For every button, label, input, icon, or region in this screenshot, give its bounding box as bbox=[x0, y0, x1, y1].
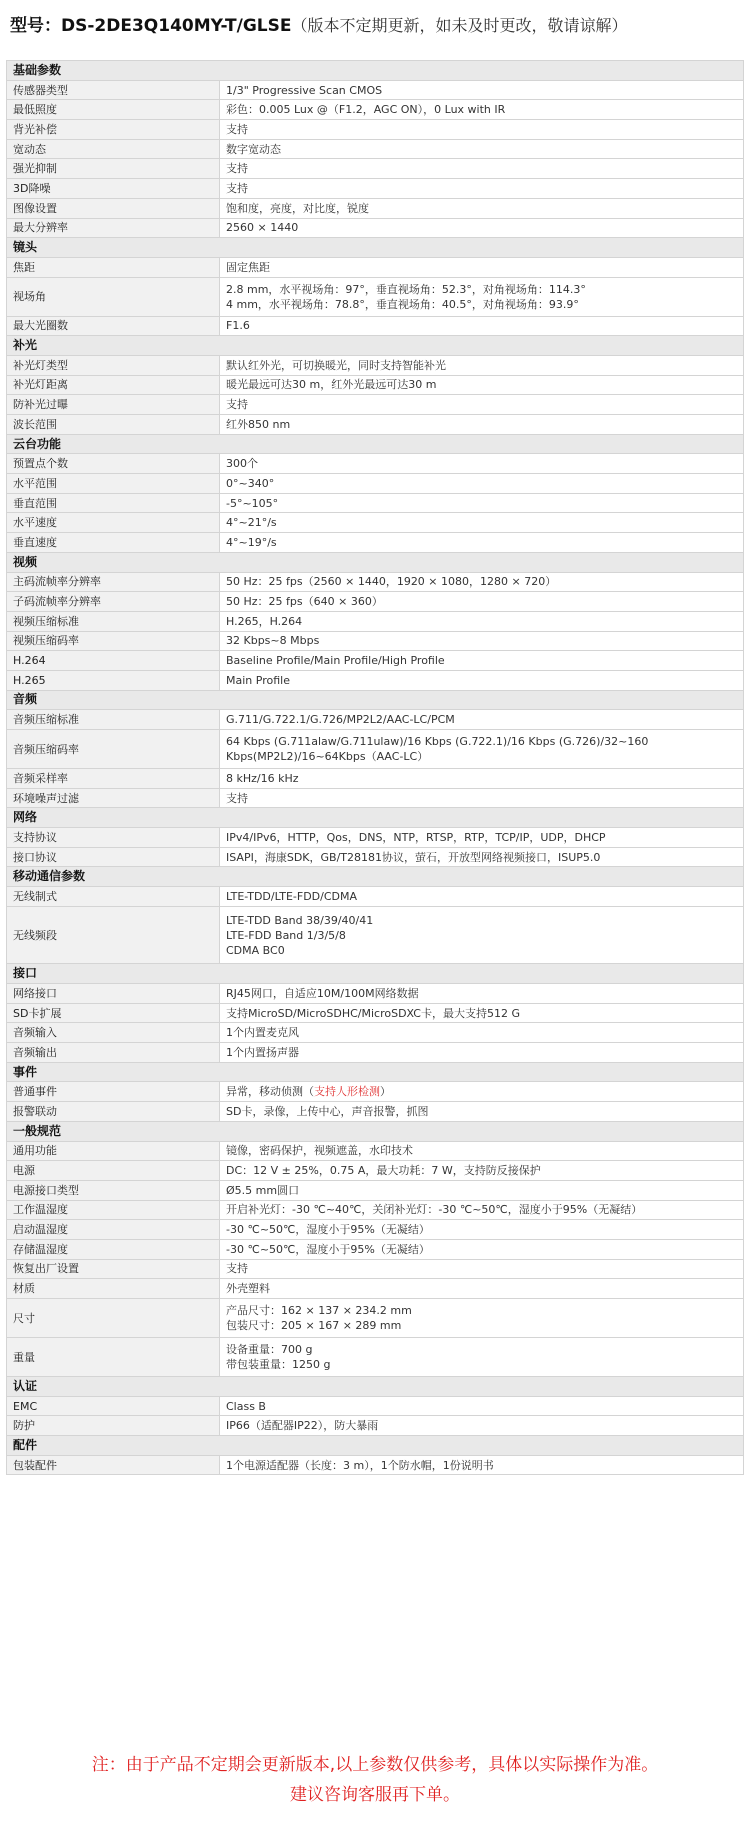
spec-value bbox=[220, 769, 744, 789]
spec-label: 预置点个数 bbox=[7, 454, 220, 474]
spec-label: 防补光过曝 bbox=[7, 395, 220, 415]
spec-value-line: 0°~340° bbox=[226, 476, 275, 490]
spec-value-line: -30 ℃~50℃，湿度小于95%（无凝结） bbox=[226, 1242, 430, 1256]
spec-value-line: 开启补光灯：-30 ℃~40℃，关闭补光灯：-30 ℃~50℃，湿度小于95%（无凝结） bbox=[226, 1203, 643, 1217]
spec-label: 最大光圈数 bbox=[7, 316, 220, 336]
spec-value bbox=[220, 1279, 744, 1299]
spec-row bbox=[7, 1455, 744, 1475]
section-header bbox=[7, 61, 744, 81]
spec-value-line: 1/3" Progressive Scan CMOS bbox=[226, 83, 383, 97]
spec-row bbox=[7, 1043, 744, 1063]
section-title: 镜头 bbox=[7, 238, 744, 258]
spec-row bbox=[7, 1180, 744, 1200]
section-header bbox=[7, 808, 744, 828]
spec-value-line: 默认红外光，可切换暖光，同时支持智能补光 bbox=[226, 358, 446, 372]
spec-value bbox=[220, 100, 744, 120]
spec-label: 普通事件 bbox=[7, 1082, 220, 1102]
spec-value-line: 暖光最远可达30 m，红外光最远可达30 m bbox=[226, 378, 437, 392]
spec-value bbox=[220, 670, 744, 690]
spec-value-line: Kbps(MP2L2)/16~64Kbps（AAC-LC） bbox=[226, 750, 429, 763]
spec-label: SD卡扩展 bbox=[7, 1003, 220, 1023]
spec-row bbox=[7, 1416, 744, 1436]
spec-value-line: 1个内置扬声器 bbox=[226, 1045, 299, 1059]
spec-value-line: 2560 × 1440 bbox=[226, 221, 299, 235]
spec-row bbox=[7, 1396, 744, 1416]
spec-value bbox=[220, 1338, 744, 1377]
section-title: 音频 bbox=[7, 690, 744, 710]
spec-value bbox=[220, 1102, 744, 1122]
spec-label: 重量 bbox=[7, 1338, 220, 1377]
section-title: 基础参数 bbox=[7, 61, 744, 81]
spec-value-line: 带包装重量：1250 g bbox=[226, 1358, 331, 1371]
spec-value bbox=[220, 847, 744, 867]
spec-value bbox=[220, 316, 744, 336]
spec-label: H.264 bbox=[7, 651, 220, 671]
spec-row bbox=[7, 257, 744, 277]
spec-row bbox=[7, 395, 744, 415]
spec-value bbox=[220, 139, 744, 159]
footer-line-2: 建议咨询客服再下单。 bbox=[290, 1785, 460, 1805]
spec-value bbox=[220, 277, 744, 316]
spec-value bbox=[220, 611, 744, 631]
spec-label: 电源接口类型 bbox=[7, 1180, 220, 1200]
spec-value-line: LTE-FDD Band 1/3/5/8 bbox=[226, 928, 346, 942]
spec-row bbox=[7, 1338, 744, 1377]
spec-value-line: 8 kHz/16 kHz bbox=[226, 771, 299, 785]
spec-label: 音频采样率 bbox=[7, 769, 220, 789]
spec-row bbox=[7, 631, 744, 651]
spec-row bbox=[7, 1200, 744, 1220]
spec-value bbox=[220, 80, 744, 100]
section-header bbox=[7, 964, 744, 984]
spec-label: 防护 bbox=[7, 1416, 220, 1436]
section-header bbox=[7, 867, 744, 887]
spec-value-line: 外壳塑料 bbox=[226, 1282, 270, 1296]
spec-value bbox=[220, 533, 744, 553]
footer-note bbox=[0, 1750, 750, 1810]
spec-row bbox=[7, 1259, 744, 1279]
spec-label: 最大分辨率 bbox=[7, 218, 220, 238]
spec-row bbox=[7, 80, 744, 100]
spec-row bbox=[7, 355, 744, 375]
spec-row bbox=[7, 1279, 744, 1299]
spec-value-line: 镜像，密码保护，视频遮盖，水印技术 bbox=[226, 1144, 413, 1158]
spec-value bbox=[220, 198, 744, 218]
spec-label: H.265 bbox=[7, 670, 220, 690]
spec-label: 环境噪声过滤 bbox=[7, 788, 220, 808]
spec-value-line: 50 Hz：25 fps（640 × 360） bbox=[226, 595, 383, 609]
spec-value-line: Baseline Profile/Main Profile/High Profile bbox=[226, 654, 445, 668]
spec-row bbox=[7, 100, 744, 120]
spec-value bbox=[220, 984, 744, 1004]
spec-row bbox=[7, 316, 744, 336]
spec-row bbox=[7, 1023, 744, 1043]
section-header bbox=[7, 336, 744, 356]
spec-value bbox=[220, 474, 744, 494]
spec-row bbox=[7, 198, 744, 218]
spec-label: 垂直速度 bbox=[7, 533, 220, 553]
spec-label: 视频压缩码率 bbox=[7, 631, 220, 651]
spec-label: 网络接口 bbox=[7, 984, 220, 1004]
spec-row bbox=[7, 218, 744, 238]
spec-label: 强光抑制 bbox=[7, 159, 220, 179]
spec-value-line: IP66（适配器IP22），防大暴雨 bbox=[226, 1419, 379, 1433]
spec-value bbox=[220, 1043, 744, 1063]
spec-value-line: LTE-TDD/LTE-FDD/CDMA bbox=[226, 889, 358, 903]
version-note: （版本不定期更新，如未及时更改，敬请谅解） bbox=[291, 16, 628, 35]
spec-label: 音频输出 bbox=[7, 1043, 220, 1063]
section-header bbox=[7, 1377, 744, 1397]
section-title: 配件 bbox=[7, 1436, 744, 1456]
spec-label: 垂直范围 bbox=[7, 493, 220, 513]
spec-value bbox=[220, 513, 744, 533]
spec-row bbox=[7, 474, 744, 494]
spec-label: 材质 bbox=[7, 1279, 220, 1299]
section-title: 视频 bbox=[7, 552, 744, 572]
spec-row bbox=[7, 651, 744, 671]
spec-value bbox=[220, 788, 744, 808]
spec-value-line: 32 Kbps~8 Mbps bbox=[226, 634, 320, 648]
spec-value bbox=[220, 493, 744, 513]
spec-row bbox=[7, 533, 744, 553]
spec-label: 主码流帧率分辨率 bbox=[7, 572, 220, 592]
spec-value-line: SD卡，录像，上传中心，声音报警，抓图 bbox=[226, 1104, 429, 1118]
spec-value-line: 包装尺寸：205 × 167 × 289 mm bbox=[226, 1319, 402, 1332]
spec-value bbox=[220, 1082, 744, 1102]
spec-label: 存储温湿度 bbox=[7, 1239, 220, 1259]
spec-value bbox=[220, 1299, 744, 1338]
spec-row bbox=[7, 1102, 744, 1122]
spec-value-line: -5°~105° bbox=[226, 496, 279, 510]
spec-value bbox=[220, 415, 744, 435]
section-title: 一般规范 bbox=[7, 1121, 744, 1141]
section-title: 补光 bbox=[7, 336, 744, 356]
spec-value bbox=[220, 887, 744, 907]
spec-value bbox=[220, 1141, 744, 1161]
spec-value-line: 彩色：0.005 Lux @（F1.2，AGC ON），0 Lux with IR bbox=[226, 103, 506, 117]
spec-row bbox=[7, 670, 744, 690]
spec-value bbox=[220, 375, 744, 395]
spec-value bbox=[220, 572, 744, 592]
spec-row bbox=[7, 1299, 744, 1338]
spec-label: 视频压缩标准 bbox=[7, 611, 220, 631]
spec-value bbox=[220, 906, 744, 964]
section-title: 云台功能 bbox=[7, 434, 744, 454]
section-header bbox=[7, 1062, 744, 1082]
spec-label: 视场角 bbox=[7, 277, 220, 316]
spec-value-line: Class B bbox=[226, 1399, 266, 1413]
section-title: 事件 bbox=[7, 1062, 744, 1082]
section-title: 网络 bbox=[7, 808, 744, 828]
spec-row bbox=[7, 710, 744, 730]
spec-label: 水平范围 bbox=[7, 474, 220, 494]
spec-label: 无线制式 bbox=[7, 887, 220, 907]
spec-row bbox=[7, 454, 744, 474]
spec-value-line: 4 mm，水平视场角：78.8°，垂直视场角：40.5°，对角视场角：93.9° bbox=[226, 297, 579, 311]
spec-value bbox=[220, 1416, 744, 1436]
footer-line-1: 注：由于产品不定期会更新版本,以上参数仅供参考，具体以实际操作为准。 bbox=[91, 1755, 659, 1775]
spec-label: 背光补偿 bbox=[7, 120, 220, 140]
spec-label: 波长范围 bbox=[7, 415, 220, 435]
spec-value-line: 300个 bbox=[226, 457, 258, 471]
spec-value bbox=[220, 1396, 744, 1416]
spec-value-line: 支持 bbox=[226, 181, 248, 195]
spec-value-line: DC：12 V ± 25%，0.75 A，最大功耗：7 W，支持防反接保护 bbox=[226, 1164, 541, 1178]
spec-value-line: 数字宽动态 bbox=[226, 142, 281, 156]
section-header bbox=[7, 1121, 744, 1141]
spec-value-line: -30 ℃~50℃，湿度小于95%（无凝结） bbox=[226, 1223, 430, 1237]
spec-value-line: 产品尺寸：162 × 137 × 234.2 mm bbox=[226, 1304, 412, 1317]
spec-row bbox=[7, 415, 744, 435]
spec-value bbox=[220, 1200, 744, 1220]
spec-label: 传感器类型 bbox=[7, 80, 220, 100]
highlight-text: 支持人形检测 bbox=[314, 1085, 380, 1099]
spec-value bbox=[220, 710, 744, 730]
spec-value-line: 支持 bbox=[226, 398, 248, 412]
spec-value-line: 2.8 mm，水平视场角：97°，垂直视场角：52.3°，对角视场角：114.3° bbox=[226, 282, 586, 296]
spec-value-line: 64 Kbps (G.711alaw/G.711ulaw)/16 Kbps (G.722.1)/16 Kbps (G.726)/32~160 bbox=[226, 735, 649, 748]
section-title: 接口 bbox=[7, 964, 744, 984]
model-title: 型号：DS-2DE3Q140MY-T/GLSE bbox=[10, 16, 292, 36]
section-header bbox=[7, 1436, 744, 1456]
spec-value-line: 支持 bbox=[226, 1262, 248, 1276]
spec-value-line: 1个电源适配器（长度：3 m），1个防水帽，1份说明书 bbox=[226, 1458, 494, 1472]
spec-value bbox=[220, 592, 744, 612]
spec-value bbox=[220, 120, 744, 140]
spec-row bbox=[7, 847, 744, 867]
spec-row bbox=[7, 984, 744, 1004]
spec-row bbox=[7, 592, 744, 612]
spec-label: 支持协议 bbox=[7, 828, 220, 848]
spec-row bbox=[7, 769, 744, 789]
spec-label: 通用功能 bbox=[7, 1141, 220, 1161]
section-header bbox=[7, 690, 744, 710]
spec-value bbox=[220, 631, 744, 651]
spec-value bbox=[220, 1180, 744, 1200]
spec-label: 焦距 bbox=[7, 257, 220, 277]
spec-row bbox=[7, 493, 744, 513]
spec-value-line: 饱和度，亮度，对比度，锐度 bbox=[226, 201, 369, 215]
spec-row bbox=[7, 1141, 744, 1161]
spec-value-line: Main Profile bbox=[226, 673, 290, 687]
spec-value bbox=[220, 1220, 744, 1240]
section-header bbox=[7, 434, 744, 454]
value-suffix: ） bbox=[380, 1085, 391, 1099]
spec-label: 尺寸 bbox=[7, 1299, 220, 1338]
spec-row bbox=[7, 572, 744, 592]
spec-value-line: H.265，H.264 bbox=[226, 614, 303, 628]
spec-row bbox=[7, 375, 744, 395]
spec-row bbox=[7, 159, 744, 179]
spec-row bbox=[7, 1003, 744, 1023]
section-title: 移动通信参数 bbox=[7, 867, 744, 887]
spec-row bbox=[7, 611, 744, 631]
spec-label: 宽动态 bbox=[7, 139, 220, 159]
spec-row bbox=[7, 887, 744, 907]
spec-value-line: 50 Hz：25 fps（2560 × 1440，1920 × 1080，1280 × 720） bbox=[226, 575, 557, 589]
spec-label: 最低照度 bbox=[7, 100, 220, 120]
spec-value-line: IPv4/IPv6，HTTP，Qos，DNS，NTP，RTSP，RTP，TCP/IP，UDP，DHCP bbox=[226, 830, 606, 844]
spec-value bbox=[220, 1003, 744, 1023]
spec-value-line: 4°~19°/s bbox=[226, 535, 277, 549]
section-header bbox=[7, 552, 744, 572]
spec-value-line: CDMA BC0 bbox=[226, 943, 285, 957]
spec-label: 恢复出厂设置 bbox=[7, 1259, 220, 1279]
spec-label: 音频压缩标准 bbox=[7, 710, 220, 730]
spec-value-line: 1个内置麦克风 bbox=[226, 1026, 299, 1040]
spec-row bbox=[7, 730, 744, 769]
spec-value-line: 4°~21°/s bbox=[226, 516, 277, 530]
page-title bbox=[10, 8, 740, 44]
spec-label: 启动温湿度 bbox=[7, 1220, 220, 1240]
spec-value bbox=[220, 355, 744, 375]
section-title: 认证 bbox=[7, 1377, 744, 1397]
spec-value-line: F1.6 bbox=[226, 319, 250, 333]
spec-value-line: LTE-TDD Band 38/39/40/41 bbox=[226, 913, 374, 927]
spec-label: 报警联动 bbox=[7, 1102, 220, 1122]
spec-label: 音频输入 bbox=[7, 1023, 220, 1043]
spec-label: 水平速度 bbox=[7, 513, 220, 533]
spec-row bbox=[7, 828, 744, 848]
spec-value-line: 固定焦距 bbox=[226, 260, 270, 274]
spec-value-line: ISAPI，海康SDK，GB/T28181协议，萤石，开放型网络视频接口，ISUP5.0 bbox=[226, 850, 601, 864]
spec-row bbox=[7, 1161, 744, 1181]
spec-row bbox=[7, 788, 744, 808]
spec-value bbox=[220, 257, 744, 277]
page-header bbox=[10, 8, 740, 44]
spec-value bbox=[220, 1239, 744, 1259]
spec-value-line: 支持 bbox=[226, 162, 248, 176]
spec-value bbox=[220, 179, 744, 199]
spec-value bbox=[220, 651, 744, 671]
spec-label: 包装配件 bbox=[7, 1455, 220, 1475]
spec-label: 图像设置 bbox=[7, 198, 220, 218]
spec-value-line: 支持MicroSD/MicroSDHC/MicroSDXC卡，最大支持512 G bbox=[226, 1006, 520, 1020]
spec-value-line: 异常，移动侦测（ bbox=[226, 1085, 314, 1099]
spec-label: 3D降噪 bbox=[7, 179, 220, 199]
spec-label: 补光灯距离 bbox=[7, 375, 220, 395]
spec-row bbox=[7, 1082, 744, 1102]
spec-value bbox=[220, 1161, 744, 1181]
spec-label: 子码流帧率分辨率 bbox=[7, 592, 220, 612]
spec-value bbox=[220, 218, 744, 238]
spec-label: 电源 bbox=[7, 1161, 220, 1181]
spec-label: EMC bbox=[7, 1396, 220, 1416]
spec-row bbox=[7, 513, 744, 533]
spec-row bbox=[7, 277, 744, 316]
spec-row bbox=[7, 906, 744, 964]
spec-value-line: RJ45网口，自适应10M/100M网络数据 bbox=[226, 986, 419, 1000]
spec-value-line: 红外850 nm bbox=[226, 417, 291, 431]
spec-value bbox=[220, 159, 744, 179]
spec-value bbox=[220, 454, 744, 474]
spec-value-line: 设备重量：700 g bbox=[226, 1343, 313, 1356]
spec-value bbox=[220, 828, 744, 848]
spec-value-line: 支持 bbox=[226, 122, 248, 136]
spec-row bbox=[7, 120, 744, 140]
spec-value bbox=[220, 1455, 744, 1475]
spec-row bbox=[7, 1239, 744, 1259]
spec-label: 补光灯类型 bbox=[7, 355, 220, 375]
spec-table bbox=[6, 60, 744, 1475]
spec-value bbox=[220, 395, 744, 415]
spec-value bbox=[220, 1023, 744, 1043]
spec-value-line: Ø5.5 mm圆口 bbox=[226, 1183, 300, 1197]
spec-label: 工作温湿度 bbox=[7, 1200, 220, 1220]
spec-value bbox=[220, 1259, 744, 1279]
spec-row bbox=[7, 179, 744, 199]
spec-label: 音频压缩码率 bbox=[7, 730, 220, 769]
spec-label: 接口协议 bbox=[7, 847, 220, 867]
spec-label: 无线频段 bbox=[7, 906, 220, 964]
spec-value bbox=[220, 730, 744, 769]
spec-value-line: 支持 bbox=[226, 791, 248, 805]
spec-row bbox=[7, 139, 744, 159]
spec-value-line: G.711/G.722.1/G.726/MP2L2/AAC-LC/PCM bbox=[226, 713, 455, 727]
section-header bbox=[7, 238, 744, 258]
spec-row bbox=[7, 1220, 744, 1240]
